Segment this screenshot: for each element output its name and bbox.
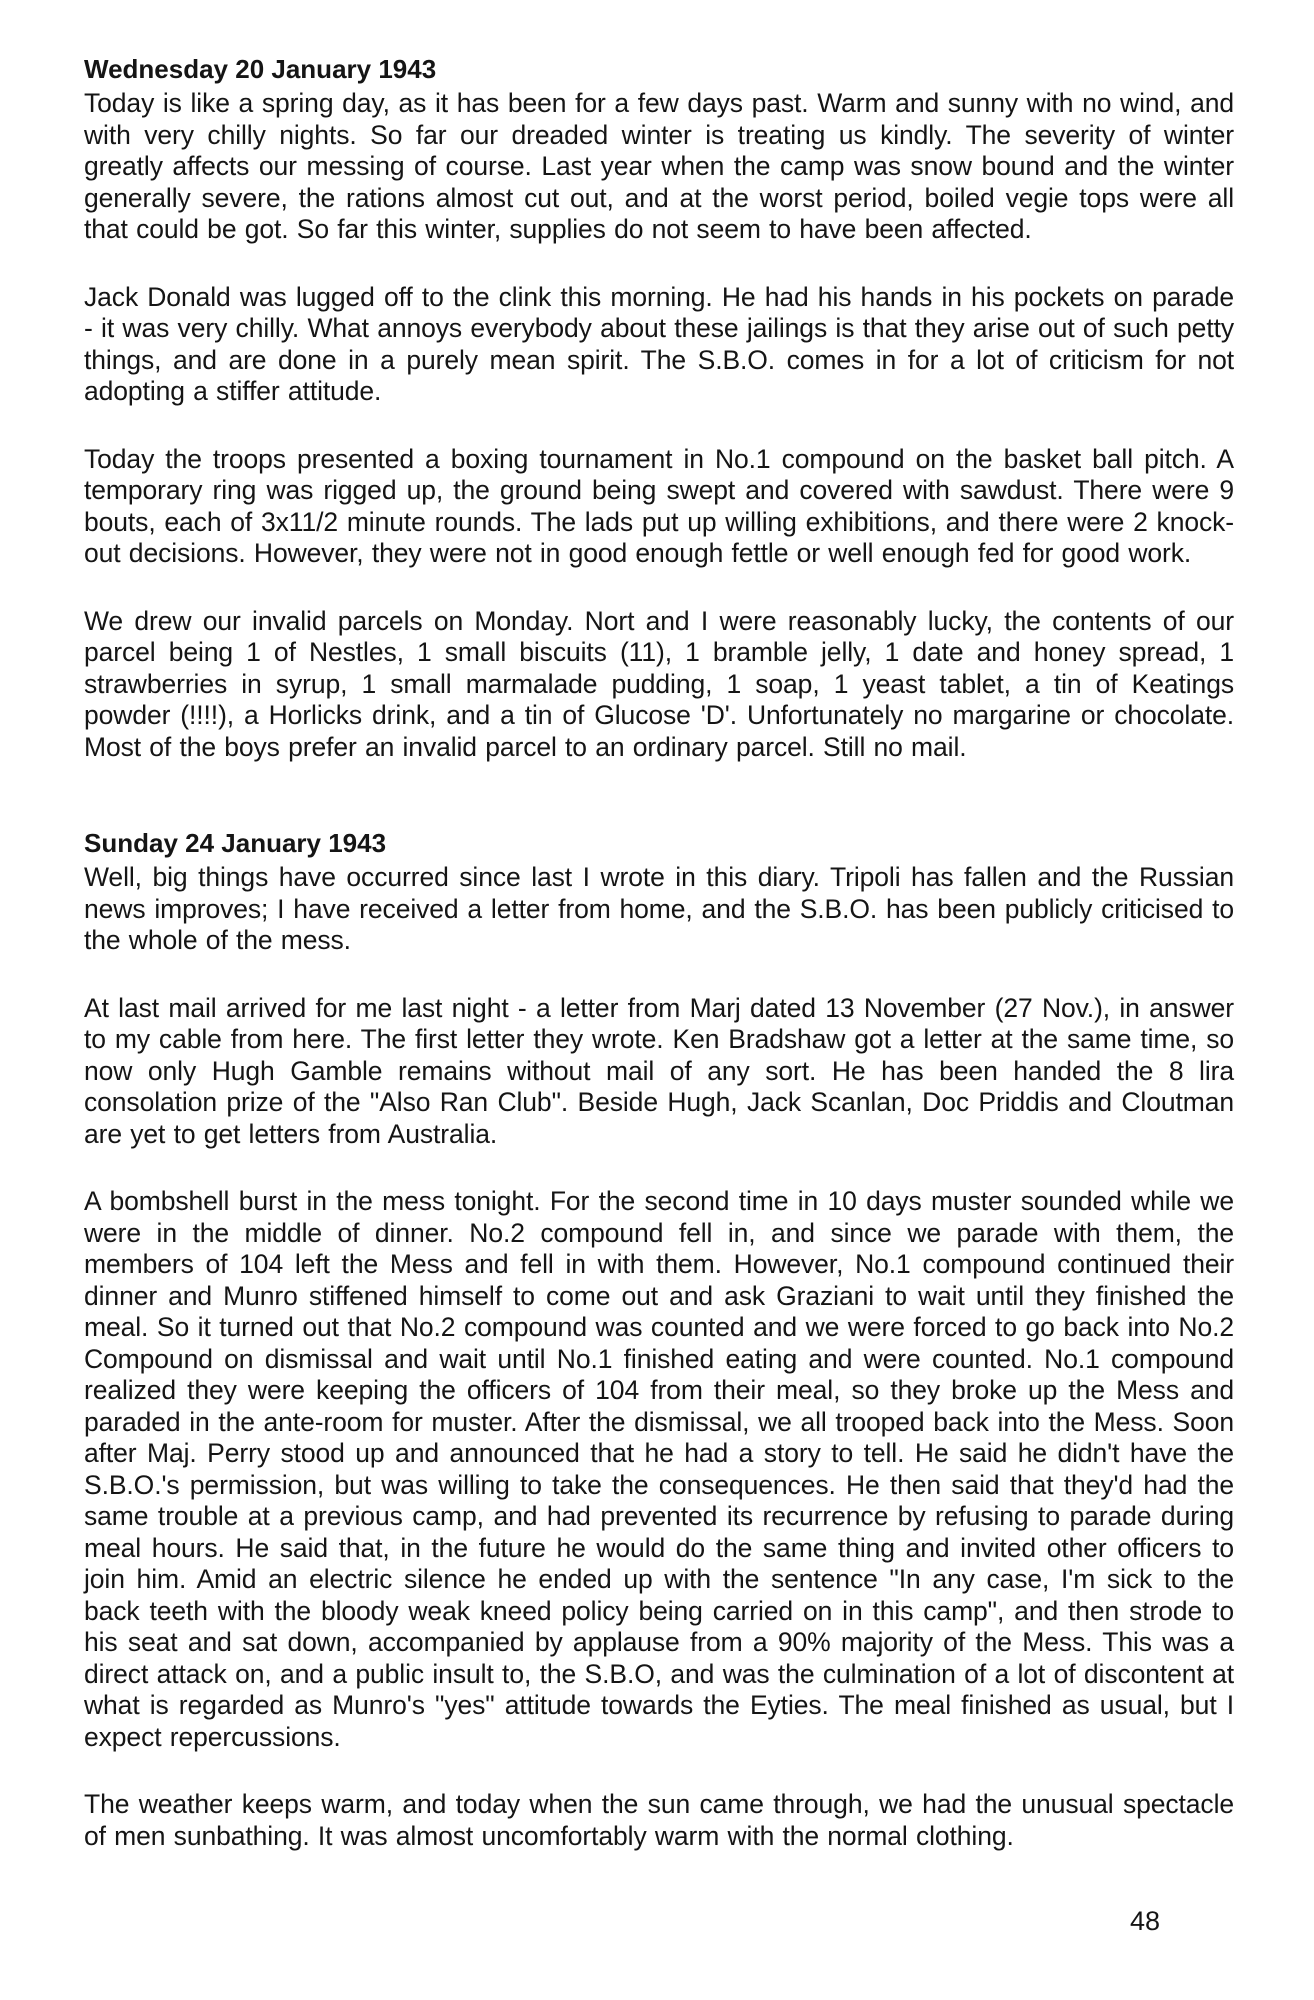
- entry-paragraph: The weather keeps warm, and today when the sun came through, we had the unusual spectacle of men sunbathing. It was almost uncomfortably warm with the normal clothing.: [84, 1789, 1234, 1851]
- entry-date-heading: Wednesday 20 January 1943: [84, 54, 437, 84]
- diary-entry-1: [84, 54, 1234, 781]
- entry-paragraph: At last mail arrived for me last night - a letter from Marj dated 13 November (27 Nov.), in answer to my cable from here. The first letter they wrote. Ken Bradshaw got a letter at the same time, so now only Hugh Gamble remains without mail of any sort. He has been handed the 8 lira consolation prize of the "Also Ran Club". Beside Hugh, Jack Scanlan, Doc Priddis and Cloutman are yet to get letters from Australia.: [84, 992, 1234, 1149]
- entry-paragraph: Today is like a spring day, as it has been for a few days past. Warm and sunny with no wind, and with very chilly nights. So far our dreaded winter is treating us kindly. The severity of winter greatly affects our messing of course. Last year when the camp was snow bound and the winter generally severe, the rations almost cut out, and at the worst period, boiled vegie tops were all that could be got. So far this winter, supplies do not seem to have been affected.: [84, 88, 1234, 244]
- entry-date-heading: Sunday 24 January 1943: [84, 828, 387, 858]
- page-number: 48: [1130, 1906, 1161, 1936]
- entry-paragraph: Jack Donald was lugged off to the clink this morning. He had his hands in his pockets on parade - it was very chilly. What annoys everybody about these jailings is that they arise out of such petty things, and are done in a purely mean spirit. The S.B.O. comes in for a lot of criticism for not adopting a stiffer attitude.: [84, 281, 1234, 406]
- entry-paragraph: We drew our invalid parcels on Monday. Nort and I were reasonably lucky, the contents of our parcel being 1 of Nestles, 1 small biscuits (11), 1 bramble jelly, 1 date and honey spread, 1 strawberries in syrup, 1 small marmalade pudding, 1 soap, 1 yeast tablet, a tin of Keatings powder (!!!!), a Horlicks drink, and a tin of Glucose 'D'. Unfortunately no margarine or chocolate. Most of the boys prefer an invalid parcel to an ordinary parcel. Still no mail.: [84, 605, 1234, 762]
- entry-paragraph: Today the troops presented a boxing tournament in No.1 compound on the basket ball pitch. A temporary ring was rigged up, the ground being swept and covered with sawdust. There were 9 bouts, each of 3x11/2 minute rounds. The lads put up willing exhibitions, and there were 2 knock-out decisions. However, they were not in good enough fettle or well enough fed for good work.: [84, 443, 1234, 568]
- diary-entry-2: [84, 828, 1234, 1888]
- entry-paragraph: A bombshell burst in the mess tonight. For the second time in 10 days muster sounded while we were in the middle of dinner. No.2 compound fell in, and since we parade with them, the members of 104 left the Mess and fell in with them. However, No.1 compound continued their dinner and Munro stiffened himself to come out and ask Graziani to wait until they finished the meal. So it turned out that No.2 compound was counted and we were forced to go back into No.2 Compound on dismissal and wait until No.1 finished eating and were counted. No.1 compound realized they were keeping the officers of 104 from their meal, so they broke up the Mess and paraded in the ante-room for muster. After the dismissal, we all trooped back into the Mess. Soon after Maj. Perry stood up and announced that he had a story to tell. He said he didn't have the S.B.O.'s permission, but was willing to take the consequences. He then said that they'd had the same trouble at a previous camp, and had prevented its recurrence by refusing to parade during meal hours. He said that, in the future he would do the same thing and invited other officers to join him. Amid an electric silence he ended up with the sentence "In any case, I'm sick to the back teeth with the bloody weak kneed policy being carried on in this camp", and then strode to his seat and sat down, accompanied by applause from a 90% majority of the Mess. This was a direct attack on, and a public insult to, the S.B.O, and was the culmination of a lot of discontent at what is regarded as Munro's "yes" attitude towards the Eyties. The meal finished as usual, but I expect repercussions.: [84, 1186, 1234, 1752]
- entry-paragraph: Well, big things have occurred since last I wrote in this diary. Tripoli has fallen and the Russian news improves; I have received a letter from home, and the S.B.O. has been publicly criticised to the whole of the mess.: [84, 862, 1234, 955]
